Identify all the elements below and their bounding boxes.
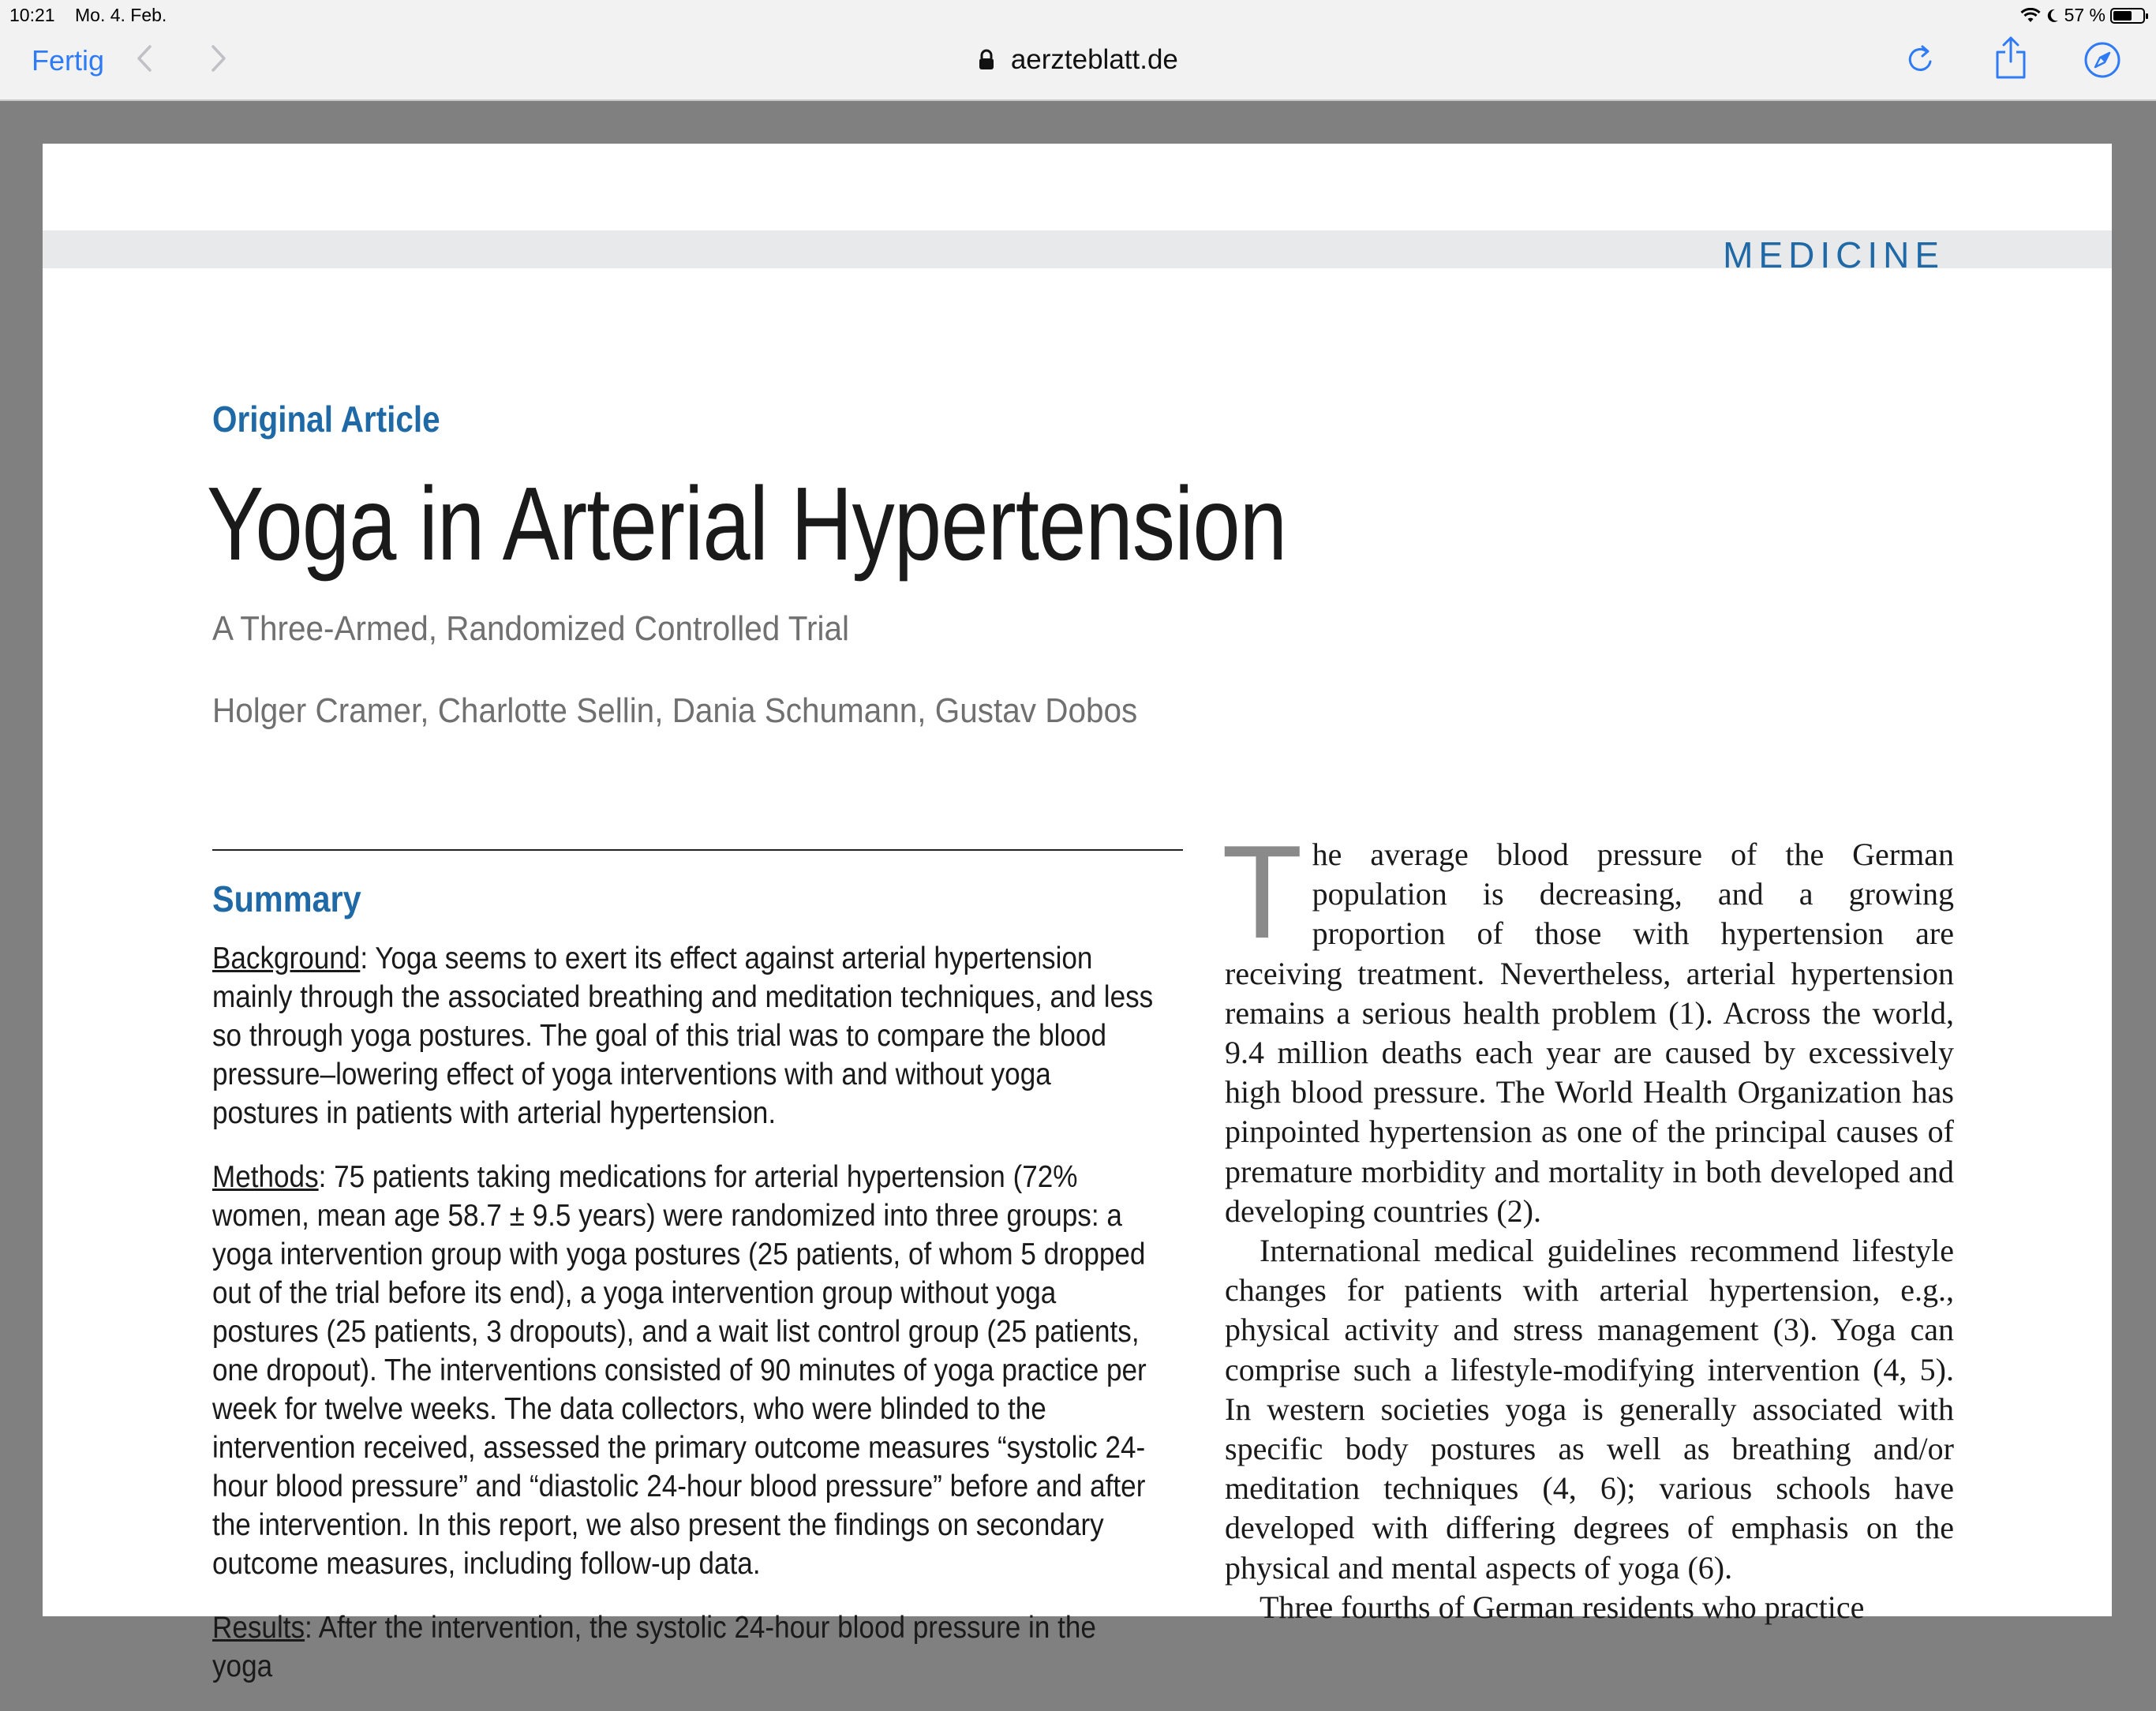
- article-type: Original Article: [212, 399, 440, 440]
- article-subtitle: A Three-Armed, Randomized Controlled Trial: [212, 609, 849, 648]
- reload-icon[interactable]: [1905, 39, 1937, 81]
- results-label: Results: [212, 1611, 305, 1645]
- address-bar[interactable]: [0, 44, 2156, 76]
- lock-icon: [978, 49, 995, 71]
- browser-chrome: [0, 0, 2156, 101]
- summary-text: [212, 939, 1161, 1711]
- status-indicators: [2020, 5, 2145, 26]
- summary-results: [212, 1608, 1161, 1686]
- drop-cap: T: [1222, 818, 1303, 966]
- status-date: Mo. 4. Feb.: [75, 5, 167, 25]
- address-text: aerzteblatt.de: [1010, 44, 1178, 75]
- moon-icon: [2046, 8, 2060, 24]
- article-title: Yoga in Arterial Hypertension: [207, 466, 1287, 582]
- status-time: 10:21: [9, 5, 55, 25]
- body-paragraph: [1222, 818, 1954, 1231]
- background-label: Background: [212, 942, 361, 975]
- summary-divider: [212, 849, 1183, 851]
- done-button[interactable]: Fertig: [32, 44, 105, 77]
- pdf-page: [43, 144, 2112, 1683]
- battery-percent: 57 %: [2064, 5, 2105, 25]
- body-paragraph: Three fourths of German residents who practice: [1260, 1589, 1865, 1625]
- summary-heading: Summary: [212, 878, 361, 919]
- share-icon[interactable]: [1993, 35, 2028, 84]
- body-paragraph-1-text: he average blood pressure of the German population is decreasing, and a growing proportion of those with hypertension are receiving treatment. Nevertheless, arterial hypertension remains a serious health problem (1). Across the world, 9.4 million deaths each year are caused by excessively high blood pressure. The World Health Organization has pinpointed hypertension as one of the principal causes of premature morbidity and mortality in both developed and developing countries (2).: [1225, 837, 1954, 1229]
- battery-icon: [2110, 8, 2145, 24]
- article-authors: Holger Cramer, Charlotte Sellin, Dania Schumann, Gustav Dobos: [212, 691, 1138, 730]
- methods-text: : 75 patients taking medications for arterial hypertension (72% women, mean age 58.7 ± 9.5 years) were randomized into three groups: a yoga intervention group with yoga postures (25 patients, of whom 5 dropped out of the trial before its end), a yoga intervention group without yoga postures (25 patients, 3 dropouts), and a wait list control group (25 patients, one dropout). The interventions consisted of 90 minutes of yoga practice per week for twelve weeks. The data collectors, who were blinded to the intervention received, assessed the primary outcome measures “systolic 24-hour blood pressure” and “diastolic 24-hour blood pressure” before and after the intervention. In this report, we also present the findings on secondary outcome measures, including follow-up data.: [212, 1160, 1147, 1581]
- results-text: : After the intervention, the systolic 24-hour blood pressure in the yoga: [212, 1611, 1096, 1683]
- methods-label: Methods: [212, 1160, 319, 1194]
- background-text: : Yoga seems to exert its effect against arterial hypertension mainly through the associated breathing and meditation techniques, and less so through yoga postures. The goal of this trial was to compare the blood pressure–lowering effect of yoga interventions with and without yoga postures in patients with arterial hypertension.: [212, 942, 1154, 1130]
- wifi-icon: [2020, 8, 2041, 24]
- summary-methods: [212, 1158, 1161, 1583]
- body-paragraph: International medical guidelines recommend lifestyle changes for patients with arterial hypertension, e.g., physical activity and stress management (3). Yoga can comprise such a lifestyle-modifying intervention (4, 5). In western societies yoga is generally associated with specific body postures as well as breathing and/or meditation techniques (4, 6); various schools have developed with differing degrees of emphasis on the physical and mental aspects of yoga (6).: [1225, 1233, 1954, 1586]
- summary-background: [212, 939, 1161, 1133]
- section-label: MEDICINE: [1723, 234, 1945, 275]
- safari-compass-icon[interactable]: [2083, 41, 2121, 83]
- body-column: [1222, 818, 1954, 1627]
